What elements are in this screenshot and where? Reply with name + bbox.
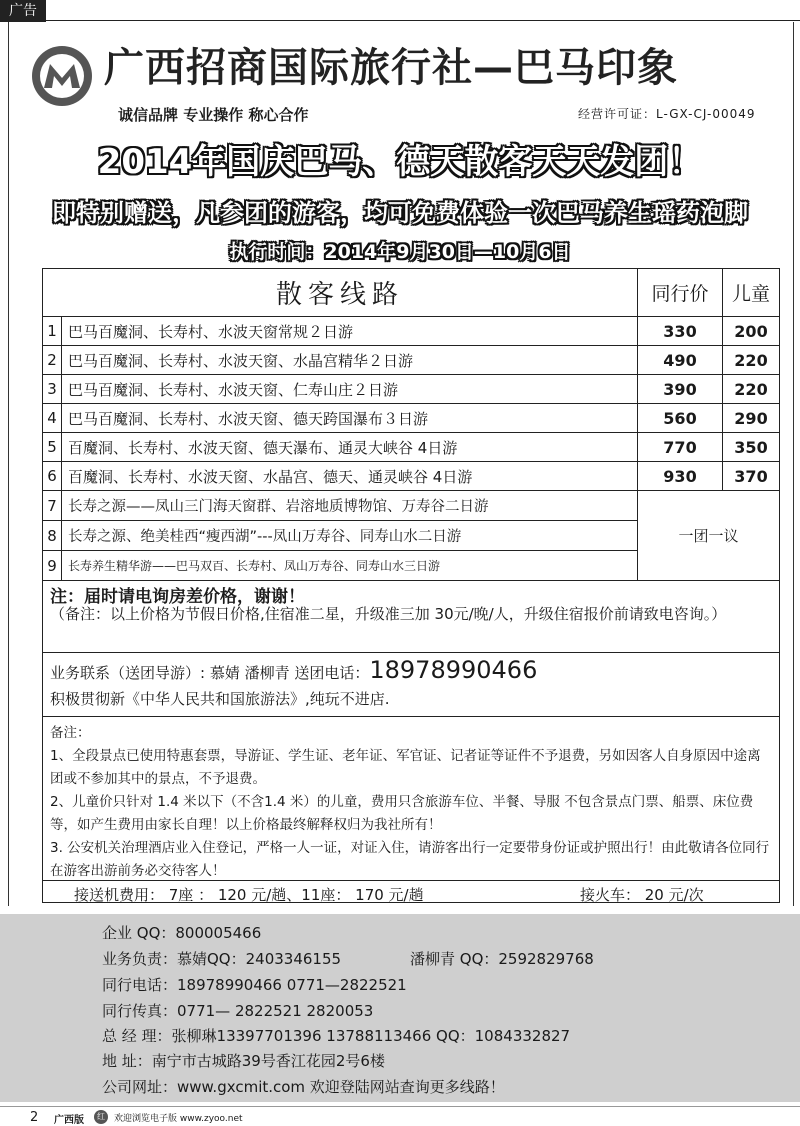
remarks-title: 备注： <box>50 725 91 741</box>
contact-phone: 18978990466 <box>369 656 538 684</box>
remark-item: 2、儿童价只针对 1.4 米以下（不含1.4 米）的儿童，费用只含旅游车位、半餐、导服 不包含景点门票、船票、床位费等，如产生费用由家长自理！以上价格最终解释权归为我社所有！ <box>50 794 754 833</box>
routes-table <box>42 268 780 581</box>
ad-tag: 广告 <box>0 0 46 22</box>
edition-label: 广西版 <box>54 1115 84 1126</box>
footer-divider <box>0 1106 800 1107</box>
note-title: 注：届时请电询房差价格，谢谢！ <box>50 587 305 607</box>
table-row <box>43 433 780 462</box>
route-number: 4 <box>43 404 62 433</box>
route-name: 巴马百魔洞、长寿村、水波天窗、仁寿山庄２日游 <box>62 375 638 404</box>
remark-item: 3. 公安机关治理酒店业入住登记，严格一人一证，对证入住，请游客出行一定要带身份证或护照出行！由此敬请各位同行在游客出游前务必交待客人！ <box>50 840 770 879</box>
contact-line <box>50 656 537 684</box>
train-fee: 接火车： 20 元/次 <box>580 886 704 904</box>
route-number: 1 <box>43 317 62 346</box>
route-number: 5 <box>43 433 62 462</box>
route-name: 长寿之源、绝美桂西“瘦西湖”---凤山万寿谷、同寿山水二日游 <box>62 521 638 551</box>
top-divider <box>46 20 800 21</box>
company-address: 地 址：南宁市古城路39号香江花园2号6楼 <box>102 1052 385 1070</box>
divider <box>42 652 780 653</box>
route-name: 长寿养生精华游——巴马双百、长寿村、凤山万寿谷、同寿山水三日游 <box>62 551 638 581</box>
route-number: 7 <box>43 491 62 521</box>
remark-item: 1、全段景点已使用特惠套票，导游证、学生证、老年证、军官证、记者证等证件不予退费，另如因客人自身原因中途离团或不参加其中的景点，不予退费。 <box>50 748 761 787</box>
table-row <box>43 317 780 346</box>
route-name: 百魔洞、长寿村、水波天窗、德天瀑布、通灵大峡谷 4日游 <box>62 433 638 462</box>
execution-period: 执行时间：2014年9月30日—10月6日 <box>229 241 571 263</box>
table-title: 散客线路 <box>43 269 638 317</box>
business-manager-2: 潘柳青 QQ：2592829768 <box>410 950 594 968</box>
child-price: 220 <box>723 375 780 404</box>
peer-price: 330 <box>638 317 723 346</box>
child-price: 350 <box>723 433 780 462</box>
table-row <box>43 491 780 521</box>
license-number: 经营许可证：L-GX-CJ-00049 <box>578 107 756 121</box>
route-name: 巴马百魔洞、长寿村、水波天窗、水晶宫精华２日游 <box>62 346 638 375</box>
peer-price: 770 <box>638 433 723 462</box>
route-name: 长寿之源——凤山三门海天窗群、岩溶地质博物馆、万寿谷二日游 <box>62 491 638 521</box>
route-number: 3 <box>43 375 62 404</box>
general-manager: 总 经 理：张柳琳13397701396 13788113466 QQ：1084332827 <box>102 1027 571 1045</box>
route-name: 巴马百魔洞、长寿村、水波天窗、德天跨国瀑布３日游 <box>62 404 638 433</box>
col-child-price: 儿童 <box>723 269 780 317</box>
peer-price: 930 <box>638 462 723 491</box>
note-body: （备注：以上价格为节假日价格,住宿准二星，升级准三加 30元/晚/人，升级住宿报价前请致电咨询。） <box>50 605 727 623</box>
page-number: 2 <box>30 1110 39 1125</box>
child-price: 200 <box>723 317 780 346</box>
route-number: 6 <box>43 462 62 491</box>
slogan: 诚信品牌 专业操作 称心合作 <box>118 106 309 124</box>
route-number: 2 <box>43 346 62 375</box>
company-website[interactable]: 公司网址：www.gxcmit.com 欢迎登陆网站查询更多线路！ <box>102 1078 505 1096</box>
negotiable-price: 一团一议 <box>638 491 780 581</box>
footer-text[interactable]: 欢迎浏览电子版 www.zyoo.net <box>114 1114 243 1124</box>
route-name: 百魔洞、长寿村、水波天窗、水晶宫、德天、通灵峡谷 4日游 <box>62 462 638 491</box>
peer-price: 560 <box>638 404 723 433</box>
child-price: 220 <box>723 346 780 375</box>
company-title: 广西招商国际旅行社—巴马印象 <box>104 45 678 91</box>
company-logo-icon <box>30 44 94 108</box>
remarks <box>50 722 774 883</box>
peer-price: 390 <box>638 375 723 404</box>
edition-logo-icon: 红 <box>94 1110 108 1124</box>
route-number: 8 <box>43 521 62 551</box>
table-row <box>43 404 780 433</box>
table-row <box>43 346 780 375</box>
company-qq: 企业 QQ：800005466 <box>102 924 262 942</box>
peer-phone: 同行电话：18978990466 0771—2822521 <box>102 976 407 994</box>
route-name: 巴马百魔洞、长寿村、水波天窗常规２日游 <box>62 317 638 346</box>
child-price: 370 <box>723 462 780 491</box>
col-peer-price: 同行价 <box>638 269 723 317</box>
headline: 2014年国庆巴马、德天散客天天发团！ <box>97 142 703 182</box>
pickup-fee: 接送机费用： 7座 ： 120 元/趟、11座： 170 元/趟 <box>74 886 424 904</box>
subheadline: 即特别赠送，凡参团的游客，均可免费体验一次巴马养生瑶药泡脚 <box>52 199 748 227</box>
route-number: 9 <box>43 551 62 581</box>
table-row <box>43 462 780 491</box>
peer-price: 490 <box>638 346 723 375</box>
business-manager: 业务负责：慕婧QQ：2403346155 <box>102 950 342 968</box>
law-statement: 积极贯彻新《中华人民共和国旅游法》,纯玩不进店. <box>50 690 390 708</box>
contact-label: 业务联系（送团导游）: 慕婧 潘柳青 送团电话： <box>50 664 370 682</box>
table-row <box>43 375 780 404</box>
child-price: 290 <box>723 404 780 433</box>
divider <box>42 716 780 717</box>
peer-fax: 同行传真：0771— 2822521 2820053 <box>102 1002 374 1020</box>
